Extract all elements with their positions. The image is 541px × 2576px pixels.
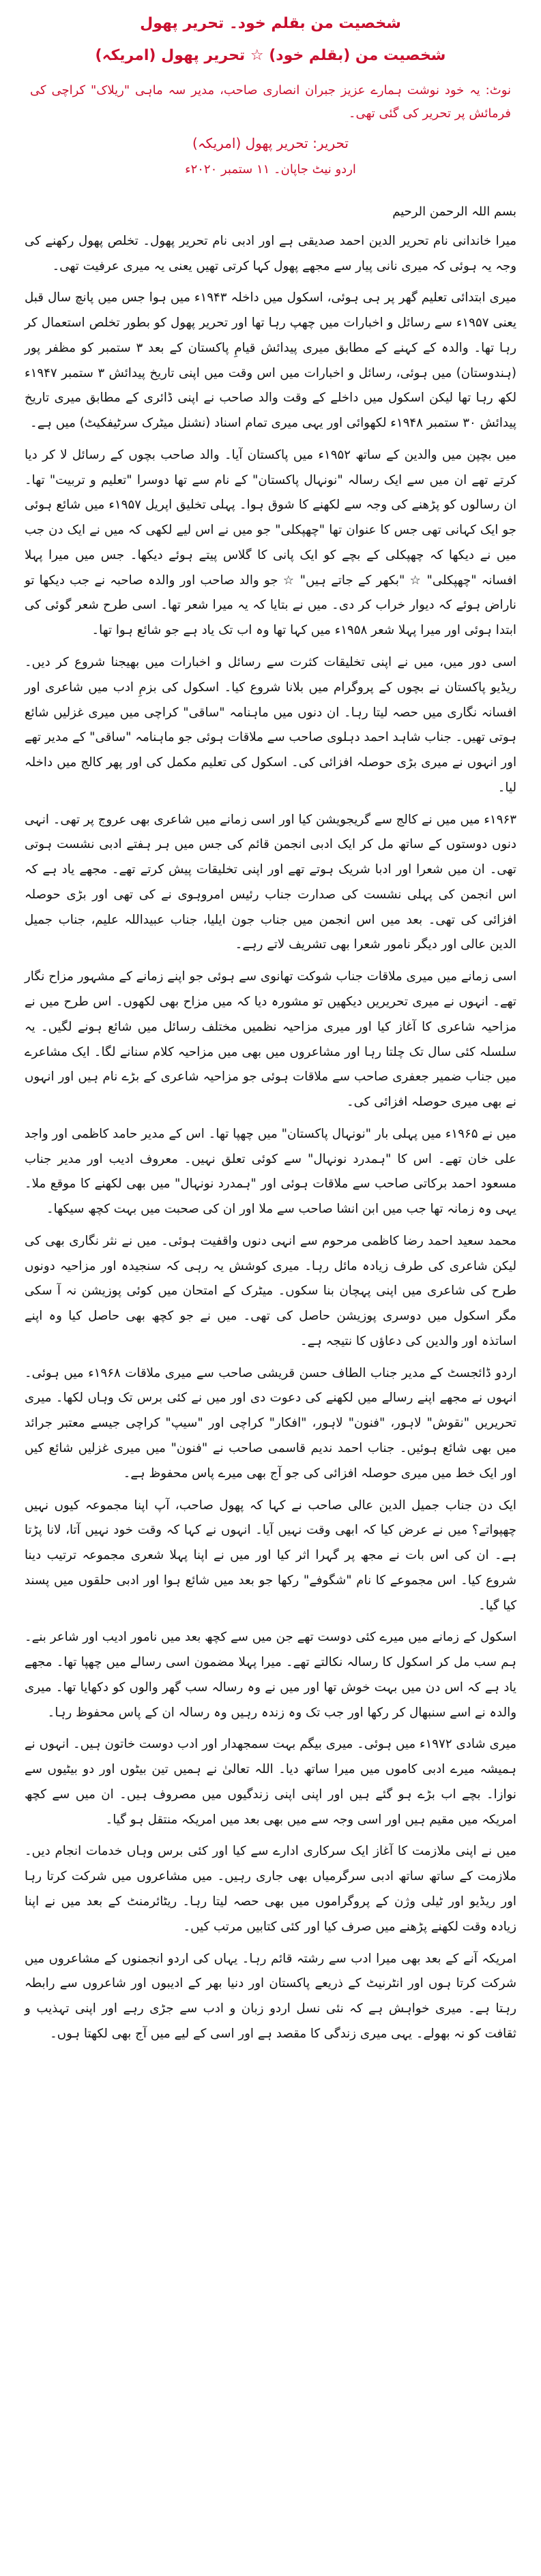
paragraph: محمد سعید احمد رضا کاظمی مرحوم سے انہی دنوں واقفیت ہوئی۔ میں نے نثر نگاری بھی کی لیکن شاعری کی طرف زیادہ مائل رہا۔ میری کوشش یہ رہی کہ سنجیدہ اور مزاحیہ دونوں طرح کی شاعری میں اپنی پہچان بنا سکوں۔ میٹرک کے امتحان میں کوئی پوزیشن نہ آ سکی مگر اسکول میں دوسری پوزیشن حاصل کی تھی۔ میں نے جو کچھ بھی حاصل کیا وہ اپنے اساتذہ اور والدین کی دعاؤں کا نتیجہ ہے۔ [25,1233,516,1348]
page-subtitle: شخصیت من (بقلم خود) ☆ تحریر پھول (امریکہ) [95,47,446,64]
paragraph: اسکول کے زمانے میں میرے کئی دوست تھے جن میں سے کچھ بعد میں نامور ادیب اور شاعر بنے۔ ہم سب مل کر اسکول کا رسالہ نکالتے تھے۔ میرا پہلا مضمون اسی رسالے میں چھپا تھا۔ مجھے یاد ہے کہ اس دن میں بہت خوش تھا اور میں نے وہ رسالہ سب گھر والوں کو دکھایا تھا۔ میری والدہ نے اسے سنبھال کر رکھا اور جب تک وہ زندہ رہیں وہ رسالہ ان کے پاس محفوظ رہا۔ [25,1630,516,1720]
paragraph: ۱۹۶۳ء میں میں نے کالج سے گریجویشن کیا اور اسی زمانے میں شاعری بھی عروج پر تھی۔ انہی دنوں دوستوں کے ساتھ مل کر ایک ادبی انجمن قائم کی جس میں ہر ہفتے ادبی نشست ہوتی تھی۔ ان میں شعرا اور ادبا شریک ہوتے تھے اور اپنی تخلیقات پیش کرتے تھے۔ مجھے یاد ہے کہ اس انجمن کی پہلی نشست کی صدارت جناب رئیس امروہوی نے کی تھی اور بڑی حوصلہ افزائی کی تھی۔ بعد میں اس انجمن میں جناب جون ایلیا، جناب عبیداللہ علیم، جناب جمیل الدین عالی اور دیگر نامور شعرا بھی تشریف لاتے رہے۔ [25,812,516,952]
article-body [25,229,516,2047]
paragraph: میرا خاندانی نام تحریر الدین احمد صدیقی ہے اور ادبی نام تحریر پھول۔ تخلص پھول رکھنے کی وجہ یہ ہوئی کہ میری نانی پیار سے مجھے پھول کہا کرتی تھیں یعنی یہ میری عرفیت تھی۔ [25,233,516,273]
paragraph: اردو ڈائجسٹ کے مدیر جناب الطاف حسن قریشی صاحب سے میری ملاقات ۱۹۶۸ء میں ہوئی۔ انہوں نے مجھے اپنے رسالے میں لکھنے کی دعوت دی اور میں نے کئی برس تک وہاں لکھا۔ میری تحریریں "نقوش" لاہور، "فنون" لاہور، "افکار" کراچی اور "سیپ" کراچی جیسے معتبر جرائد میں بھی شائع ہوئیں۔ جناب احمد ندیم قاسمی صاحب نے "فنون" میں میری غزلیں شائع کیں اور ایک خط میں میری حوصلہ افزائی کی جو آج بھی میرے پاس محفوظ ہے۔ [25,1365,516,1481]
paragraph: اسی دور میں، میں نے اپنی تخلیقات کثرت سے رسائل و اخبارات میں بھیجنا شروع کر دیں۔ ریڈیو پاکستان نے بچوں کے پروگرام میں بلانا شروع کیا۔ اسکول کی بزمِ ادب میں شاعری اور افسانہ نگاری میں حصہ لیتا رہا۔ ان دنوں میں ماہنامہ "ساقی" کراچی میں میری غزلیں شائع ہوتی تھیں۔ جناب شاہد احمد دہلوی صاحب سے ملاقات ہوئی جو ماہنامہ "ساقی" کے مدیر تھے اور انہوں نے میری بڑی حوصلہ افزائی کی۔ اسکول کی تعلیم مکمل کی اور پھر کالج میں داخلہ لیا۔ [25,655,516,795]
paragraph: میں نے ۱۹۶۵ء میں پہلی بار "نونہال پاکستان" میں چھپا تھا۔ اس کے مدیر حامد کاظمی اور واجد علی خان تھے۔ اس کا "ہمدرد نونہال" سے کوئی تعلق نہیں۔ معروف ادیب اور مدیر جناب مسعود احمد برکاتی صاحب سے ملاقات ہوئی اور "ہمدرد نونہال" میں بھی لکھنے کا موقع ملا۔ یہی وہ زمانہ تھا جب میں ابن انشا صاحب سے ملا اور ان کی صحبت میں بہت کچھ سیکھا۔ [25,1126,517,1217]
article-header [25,12,516,67]
page-title: شخصیت من بقلم خود۔ تحریر پھول [140,15,401,32]
paragraph: میں بچپن میں والدین کے ساتھ ۱۹۵۲ء میں پاکستان آیا۔ والد صاحب بچوں کے رسائل لا کر دیا کرتے تھے ان میں سے ایک رسالہ "نونہال پاکستان" کے نام سے تھا دوسرا "تعلیم و تربیت" تھا۔ ان رسالوں کو پڑھنے کی وجہ سے لکھنے کا شوق ہوا۔ پہلی تخلیق اپریل ۱۹۵۷ء میں شائع ہوئی جو ایک کہانی تھی جس کا عنوان تھا "چھپکلی" جو میں نے اس لیے لکھی کہ میں نے ایک دن جب میں نے دیکھا کہ چھپکلی کے بچے کو ایک پانی کا گلاس پیتے ہوئے دیکھا۔ جس میں میرا پہلا افسانہ "چھپکلی" ☆ "بکھر کے جاتے ہیں" ☆ جو والد صاحب اور والدہ صاحبہ نے جب دیکھا تو ناراض ہوئے کہ دیوار خراب کر دی۔ میں نے بتایا کہ یہ میرا شعر تھا۔ اسی طرح شعر گوئی کی ابتدا ہوئی اور میرا پہلا شعر ۱۹۵۸ء میں کہا تھا وہ اب تک یاد ہے جو شائع ہوا تھا۔ [25,447,516,638]
paragraph: میری ابتدائی تعلیم گھر پر ہی ہوئی، اسکول میں داخلہ ۱۹۴۳ء میں ہوا جس میں پانچ سال قبل یعنی ۱۹۵۷ء سے رسائل و اخبارات میں چھپ رہا تھا اور تحریر پھول کو بطور تخلص استعمال کر رہا تھا۔ والدہ کے کہنے کے مطابق میری پیدائش قیامِ پاکستان کے بعد ۳ ستمبر کو مظفر پور (ہندوستان) میں ہوئی، رسائل و اخبارات میں اس وقت میں اپنی تاریخ پیدائش ۳ ستمبر ۱۹۴۷ء لکھ رہا تھا لیکن اسکول میں داخلے کے وقت والد صاحب نے اپنی ڈائری کے مطابق میری تاریخ پیدائش ۳۰ ستمبر ۱۹۴۸ء لکھوائی اور یہی میری تمام اسناد (نشنل میٹرک سرٹیفکیٹ) میں ہے۔ [25,290,517,431]
paragraph: میری شادی ۱۹۷۲ء میں ہوئی۔ میری بیگم بہت سمجھدار اور ادب دوست خاتون ہیں۔ انہوں نے ہمیشہ میرے ادبی کاموں میں میرا ساتھ دیا۔ اللہ تعالیٰ نے ہمیں تین بیٹوں اور دو بیٹیوں سے نوازا۔ بچے اب بڑے ہو گئے ہیں اور اپنی اپنی زندگیوں میں مصروف ہیں۔ ان میں سے کچھ امریکہ میں مقیم ہیں اور اسی وجہ سے میں بھی بعد میں امریکہ منتقل ہو گیا۔ [25,1737,516,1827]
editor-note: نوٹ: یہ خود نوشت ہمارے عزیز جبران انصاری صاحب، مدیر سہ ماہی "ریلاک" کراچی کی فرمائش پر تحریر کی گئی تھی۔ [30,83,511,121]
publication-date: اردو نیٹ جاپان۔ ۱۱ ستمبر ۲۰۲۰ء [185,162,356,177]
author-credit: تحریر: تحریر پھول (امریکہ) [192,135,349,152]
bismillah: بسم اللہ الرحمن الرحیم [392,204,516,219]
paragraph: ایک دن جناب جمیل الدین عالی صاحب نے کہا کہ پھول صاحب، آپ اپنا مجموعہ کیوں نہیں چھپواتے؟ میں نے عرض کیا کہ ابھی وقت نہیں آیا۔ انہوں نے کہا کہ وقت خود نہیں آتا، لانا پڑتا ہے۔ ان کی اس بات نے مجھ پر گہرا اثر کیا اور میں نے اپنا پہلا شعری مجموعہ ترتیب دینا شروع کیا۔ اس مجموعے کا نام "شگوفے" رکھا جو بعد میں شائع ہوا اور ادبی حلقوں میں پسند کیا گیا۔ [25,1498,516,1613]
paragraph: میں نے اپنی ملازمت کا آغاز ایک سرکاری ادارے سے کیا اور کئی برس وہاں خدمات انجام دیں۔ ملازمت کے ساتھ ساتھ ادبی سرگرمیاں بھی جاری رہیں۔ میں مشاعروں میں شرکت کرتا رہا اور ریڈیو اور ٹیلی وژن کے پروگراموں میں بھی حصہ لیتا رہا۔ ریٹائرمنٹ کے بعد میں نے اپنا زیادہ وقت لکھنے پڑھنے میں صرف کیا اور کئی کتابیں مرتب کیں۔ [25,1844,516,1934]
paragraph: امریکہ آنے کے بعد بھی میرا ادب سے رشتہ قائم رہا۔ یہاں کی اردو انجمنوں کے مشاعروں میں شرکت کرتا ہوں اور انٹرنیٹ کے ذریعے پاکستان اور دنیا بھر کے ادیبوں اور شاعروں سے رابطہ رہتا ہے۔ میری خواہش ہے کہ نئی نسل اردو زبان و ادب سے جڑی رہے اور اپنی تہذیب و ثقافت کو نہ بھولے۔ یہی میری زندگی کا مقصد ہے اور اسی کے لیے میں آج بھی لکھتا ہوں۔ [25,1951,516,2041]
paragraph: اسی زمانے میں میری ملاقات جناب شوکت تھانوی سے ہوئی جو اپنے زمانے کے مشہور مزاح نگار تھے۔ انہوں نے میری تحریریں دیکھیں تو مشورہ دیا کہ میں مزاح بھی لکھوں۔ اس طرح میں نے مزاحیہ شاعری کا آغاز کیا اور میری مزاحیہ نظمیں مختلف رسائل میں شائع ہونے لگیں۔ یہ سلسلہ کئی سال تک چلتا رہا اور مشاعروں میں بھی میں مزاحیہ کلام سنانے لگا۔ ایک مشاعرے میں جناب ضمیر جعفری صاحب سے ملاقات ہوئی جو مزاحیہ شاعری کے بڑے نام ہیں اور انہوں نے بھی میری حوصلہ افزائی کی۔ [25,969,516,1110]
